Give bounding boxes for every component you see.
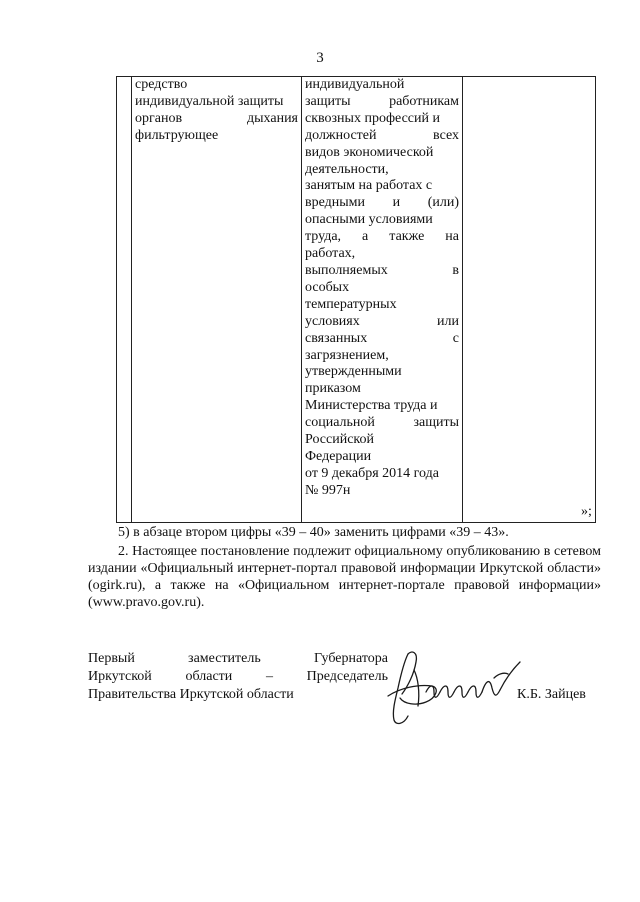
table-cell-empty [463,77,596,523]
regulation-line: видов экономической [305,144,434,160]
handwritten-signature [374,640,524,730]
regulation-line: работах, [305,246,356,262]
regulation-line: особых [305,279,350,295]
item-name-line: средство [135,77,188,92]
regulation-line: индивидуальной [305,77,405,92]
regulation-line: Министерства труда и [305,398,438,414]
regulation-line: утвержденными [305,364,402,380]
regulation-line: условиях или [305,313,459,329]
regulation-line: опасными условиями [305,212,433,228]
table-cell-regulation [302,77,463,523]
regulation-line: деятельности, [305,161,389,177]
regulation-text [305,77,459,500]
regulation-line: Российской [305,432,374,448]
regulation-line: занятым на работах с [305,178,433,194]
regulation-table [116,76,596,523]
regulation-line: должностей всех [305,127,459,143]
regulation-line: выполняемых в [305,262,459,278]
regulation-line: сквозных профессий и [305,110,440,126]
paragraph-item-2: 2. Настоящее постановление подлежит официальному опубликованию в сетевом издании «Официальный интернет-портал правовой информации Иркутской области» (ogirk.ru), а также на «Официальном интернет-портале правовой информации» (www.pravo.gov.ru). [88,544,601,610]
page-number: 3 [316,50,324,66]
regulation-line: Федерации [305,448,372,464]
item-name-line: органов дыхания [135,110,298,126]
table-row [117,77,596,523]
paragraph-item-5: 5) в абзаце втором цифры «39 – 40» заменить цифрами «39 – 43». [118,525,509,540]
regulation-line: вредными и (или) [305,195,459,211]
regulation-line: труда, а также на [305,229,459,245]
item-name-line: фильтрующее [135,127,219,143]
regulation-line: загрязнением, [305,347,389,363]
regulation-line: защиты работникам [305,93,459,109]
closing-quote: »; [581,504,592,519]
table-cell-item-name [132,77,302,523]
signatory-position-line: Первый заместитель Губернатора [88,651,388,666]
item-name-line: индивидуальной защиты [135,93,284,109]
signatory-position-line: Правительства Иркутской области [88,687,294,702]
regulation-line: приказом [305,381,361,397]
signer-name: К.Б. Зайцев [517,687,586,702]
regulation-line: социальной защиты [305,415,459,431]
regulation-line: от 9 декабря 2014 года [305,465,439,481]
item-name-text [135,77,298,145]
regulation-line: температурных [305,296,397,312]
regulation-line: связанных с [305,330,459,346]
regulation-line: № 997н [305,482,351,498]
table-cell-number [117,77,132,523]
signatory-position [88,650,388,704]
signatory-position-line: Иркутской области – Председатель [88,669,388,684]
